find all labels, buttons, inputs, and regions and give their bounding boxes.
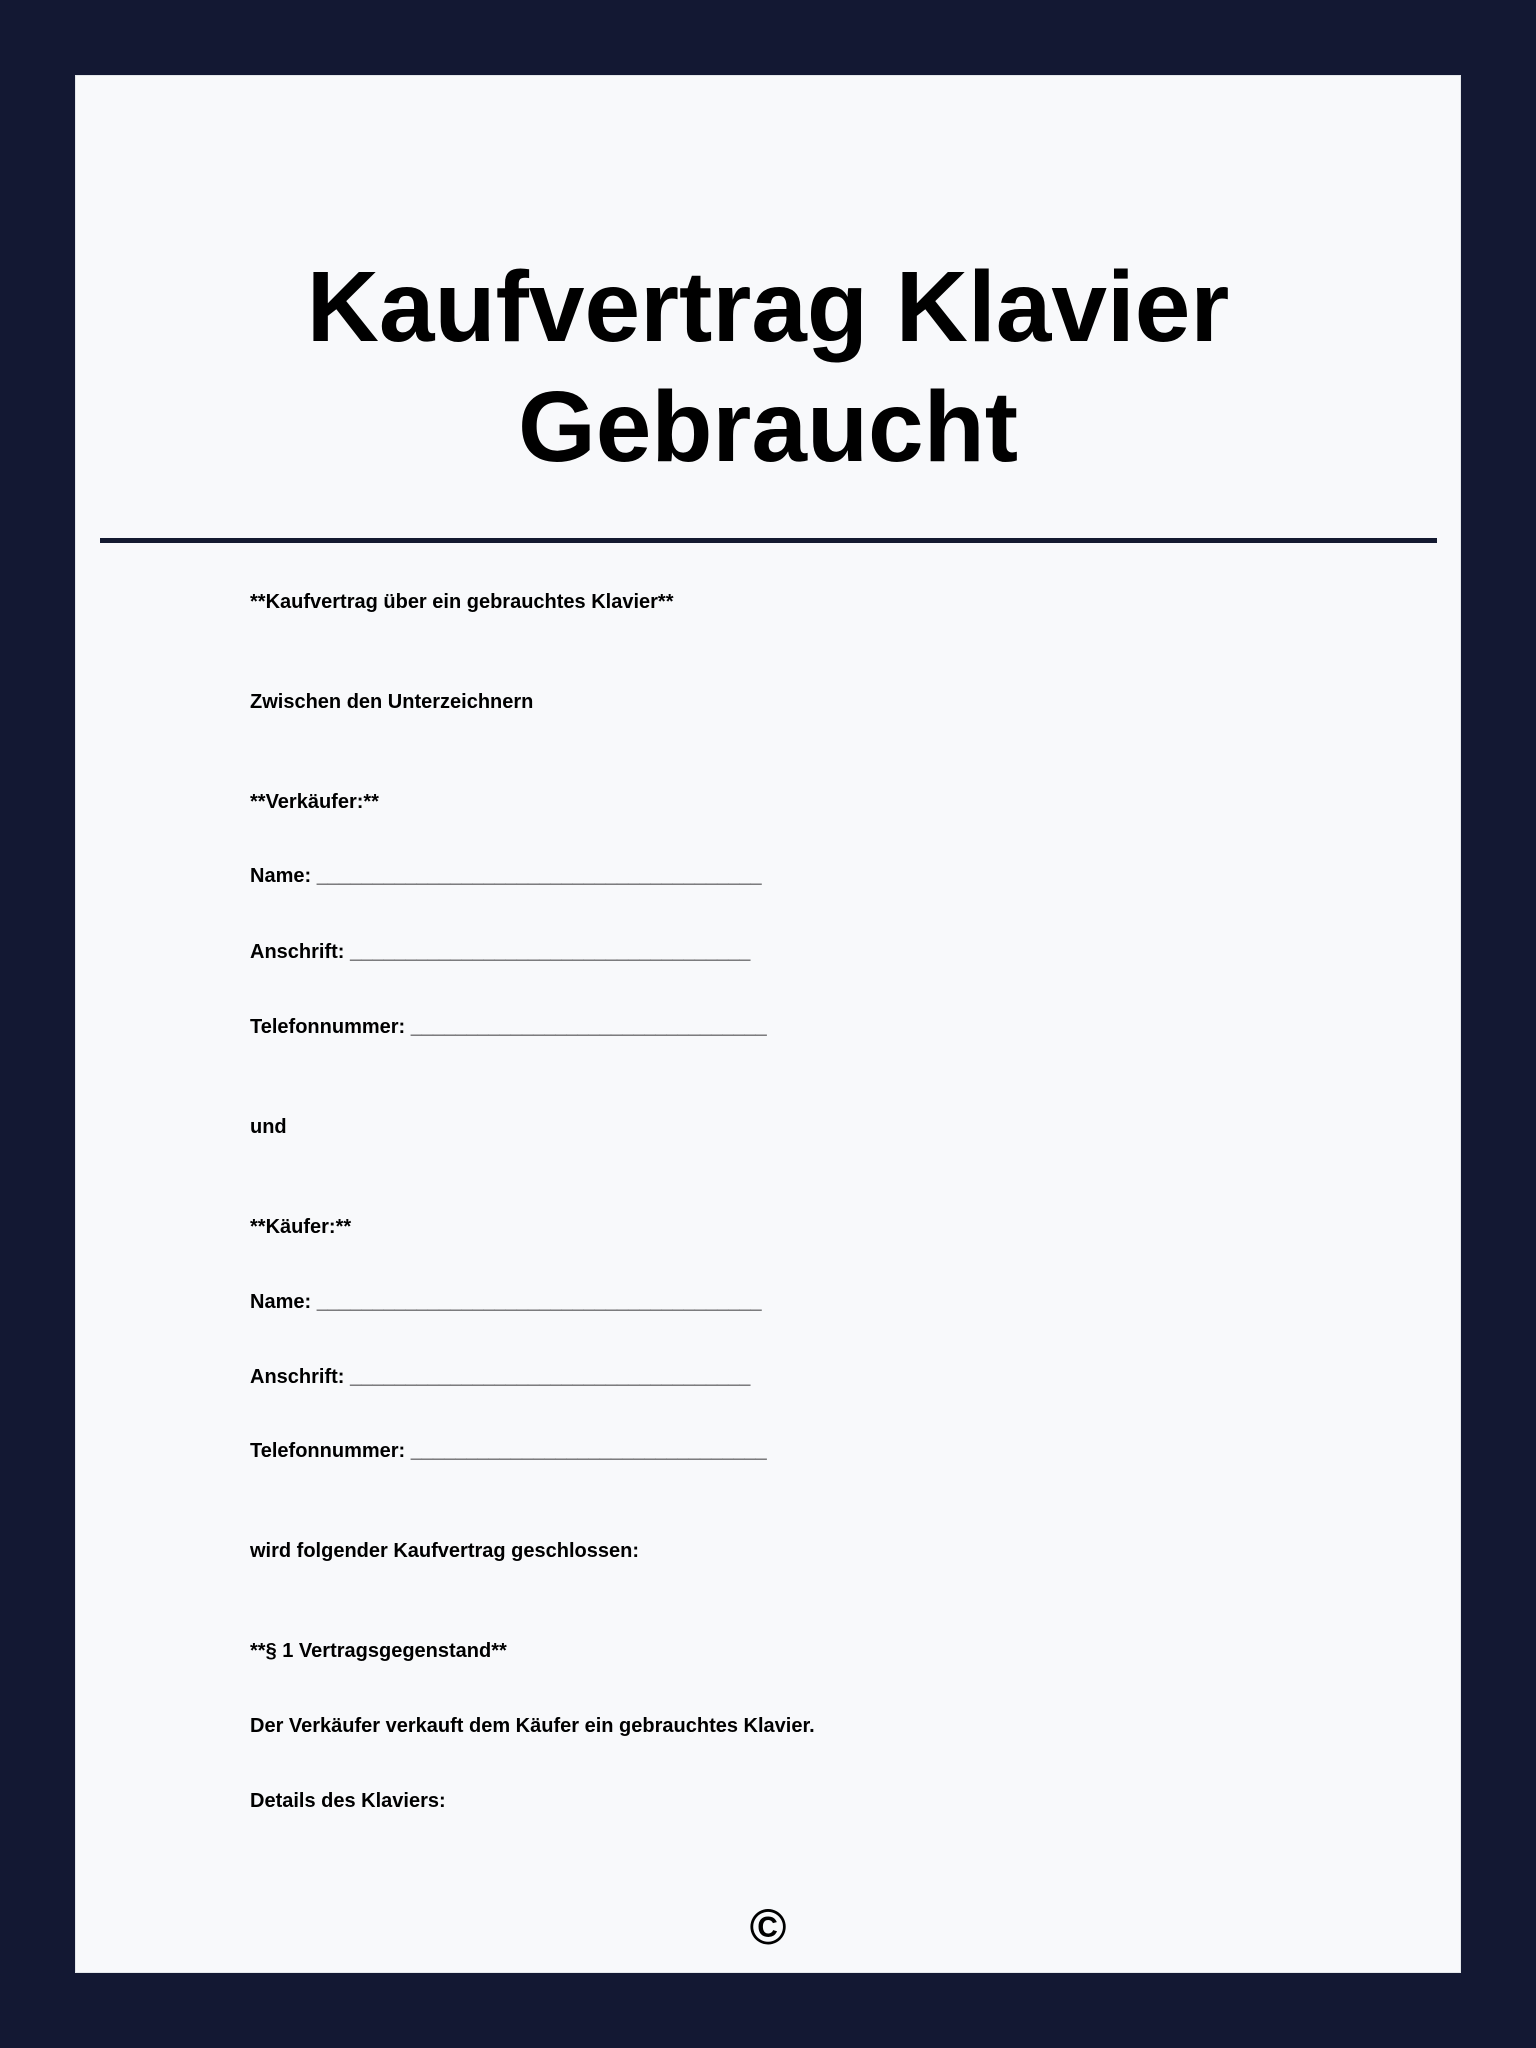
intro-text: Zwischen den Unterzeichnern	[250, 691, 534, 713]
name-blank[interactable]: ________________________________________	[316, 865, 762, 887]
section-1-text: Der Verkäufer verkauft dem Käufer ein gebrauchtes Klavier.	[250, 1715, 815, 1737]
page-title	[75, 247, 1461, 487]
seller-address-field[interactable]	[250, 942, 750, 962]
field-label: Anschrift:	[250, 941, 350, 963]
buyer-label: **Käufer:**	[250, 1216, 352, 1238]
field-label: Name:	[250, 865, 317, 887]
seller-name-field[interactable]	[250, 866, 762, 886]
name-blank[interactable]: ________________________________________	[316, 1291, 762, 1313]
closing-intro: wird folgender Kaufvertrag geschlossen:	[250, 1540, 639, 1562]
address-blank[interactable]: ____________________________________	[350, 1366, 751, 1388]
field-label: Name:	[250, 1291, 317, 1313]
document-page	[75, 75, 1461, 1973]
seller-phone-field[interactable]	[250, 1017, 767, 1037]
contract-heading: **Kaufvertrag über ein gebrauchtes Klavier**	[250, 591, 674, 613]
piano-details-label: Details des Klaviers:	[250, 1790, 446, 1812]
copyright-icon: ©	[749, 1899, 787, 1955]
field-label: Telefonnummer:	[250, 1016, 411, 1038]
phone-blank[interactable]: ________________________________	[410, 1016, 767, 1038]
title-line-2: Gebraucht	[517, 371, 1019, 483]
seller-label: **Verkäufer:**	[250, 791, 379, 813]
field-label: Telefonnummer:	[250, 1440, 411, 1462]
buyer-name-field[interactable]	[250, 1292, 762, 1312]
buyer-address-field[interactable]	[250, 1367, 750, 1387]
connector-text: und	[250, 1116, 287, 1138]
title-divider	[100, 538, 1437, 543]
address-blank[interactable]: ____________________________________	[350, 941, 751, 963]
phone-blank[interactable]: ________________________________	[410, 1440, 767, 1462]
title-line-1: Kaufvertrag Klavier	[306, 251, 1230, 363]
field-label: Anschrift:	[250, 1366, 350, 1388]
section-1-heading: **§ 1 Vertragsgegenstand**	[250, 1640, 507, 1662]
buyer-phone-field[interactable]	[250, 1441, 767, 1461]
